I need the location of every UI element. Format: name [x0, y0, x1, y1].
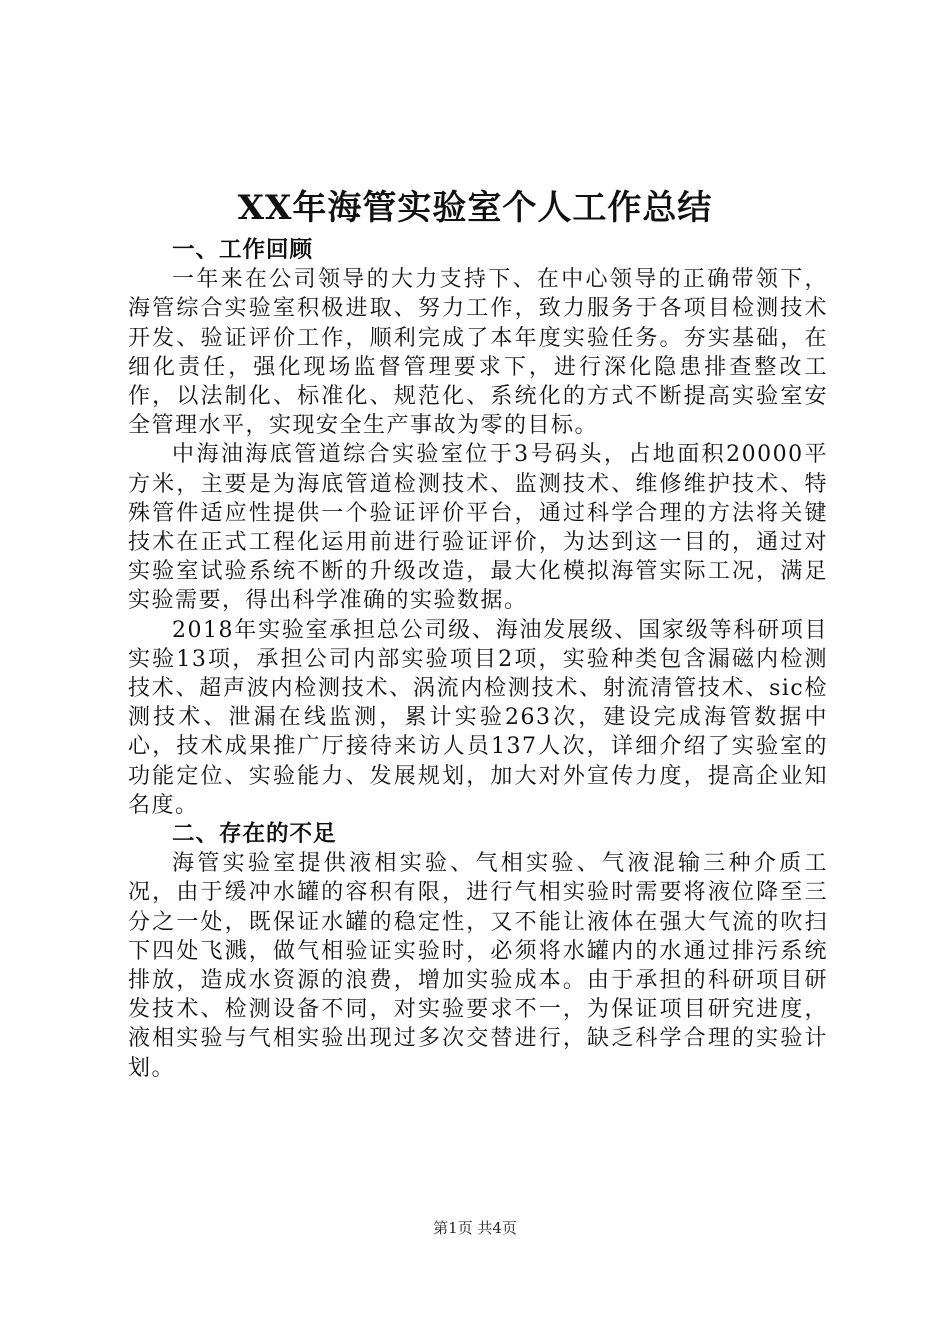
paragraph: 中海油海底管道综合实验室位于3号码头，占地面积20000平方米，主要是为海底管道检测技术、监测技术、维修维护技术、特殊管件适应性提供一个验证评价平台，通过科学合理的方法将关键技术在正式工程化运用前进行验证评价，为达到这一目的，通过对实验室试验系统不断的升级改造，最大化模拟海管实际工况，满足实验需要，得出科学准确的实验数据。	[128, 442, 828, 614]
paragraph: 海管实验室提供液相实验、气相实验、气液混输三种介质工况，由于缓冲水罐的容积有限，进行气相实验时需要将液位降至三分之一处，既保证水罐的稳定性，又不能让液体在强大气流的吹扫下四处飞溅，做气相验证实验时，必须将水罐内的水通过排污系统排放，造成水资源的浪费，增加实验成本。由于承担的科研项目研发技术、检测设备不同，对实验要求不一，为保证项目研究进度，液相实验与气相实验出现过多次交替进行，缺乏科学合理的实验计划。	[128, 851, 828, 1081]
section-review	[128, 236, 828, 820]
paragraph: 一年来在公司领导的大力支持下、在中心领导的正确带领下，海管综合实验室积极进取、努力工作，致力服务于各项目检测技术开发、验证评价工作，顺利完成了本年度实验任务。夯实基础，在细化责任，强化现场监督管理要求下，进行深化隐患排查整改工作，以法制化、标准化、规范化、系统化的方式不断提高实验室安全管理水平，实现安全生产事故为零的目标。	[128, 267, 828, 439]
document-body	[128, 236, 828, 1083]
section-heading: 二、存在的不足	[172, 821, 337, 848]
document-title: XX年海管实验室个人工作总结	[237, 188, 713, 228]
section-shortcomings	[128, 820, 828, 1083]
page-footer: 第1页 共4页	[433, 1219, 517, 1237]
section-heading: 一、工作回顾	[172, 237, 314, 263]
paragraph: 2018年实验室承担总公司级、海油发展级、国家级等科研项目实验13项，承担公司内部实验项目2项，实验种类包含漏磁内检测技术、超声波内检测技术、涡流内检测技术、射流清管技术、sic检测技术、泄漏在线监测，累计实验263次，建设完成海管数据中心，技术成果推广厅接待来访人员137人次，详细介绍了实验室的功能定位、实验能力、发展规划，加大对外宣传力度，提高企业知名度。	[128, 617, 828, 818]
